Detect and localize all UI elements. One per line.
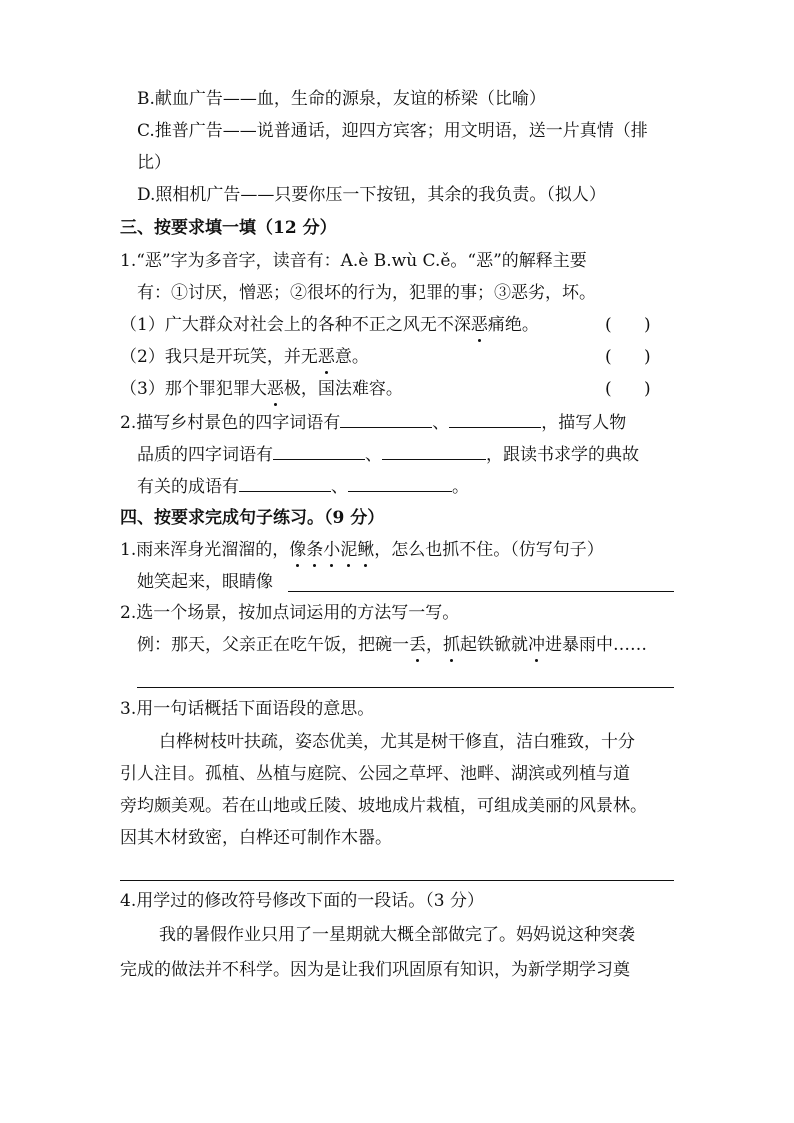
fill-blank[interactable] (340, 411, 432, 428)
option-d: D.照相机广告——只要你压一下按钮，其余的我负责。（拟人） (137, 185, 606, 205)
q3-para-line: 白桦树枝叶扶疏，姿态优美，尤其是树干修直，洁白雅致，十分 (159, 732, 635, 752)
option-c-line1: C.推普广告——说普通话，迎四方宾客；用文明语，送一片真情（排 (137, 121, 648, 141)
s4-q1-prompt: 她笑起来，眼睛像 (137, 572, 273, 592)
answer-line[interactable] (137, 687, 674, 688)
dotted-char: 鳅 (357, 540, 375, 560)
q2-line1: 2.描写乡村景色的四字词语有 、 ，描写人物 (120, 413, 627, 433)
dotted-char: 抓 (443, 635, 460, 655)
s4-q1: 1.雨来浑身光溜溜的，像条小泥鳅，怎么也抓不住。（仿写句子） (120, 540, 604, 560)
fill-blank[interactable] (382, 443, 486, 460)
fill-blank[interactable] (273, 443, 365, 460)
q4-para-line: 完成的做法并不科学。因为是让我们巩固原有知识，为新学期学习奠 (120, 960, 630, 980)
q1-line1: 1.“恶”字为多音字，读音有：A.è B.wù C.ě。“恶”的解释主要 (120, 251, 587, 271)
dotted-char: 像 (289, 540, 307, 560)
answer-paren-2[interactable]: ( ) (605, 347, 651, 367)
answer-line[interactable] (288, 591, 674, 592)
answer-paren-3[interactable]: ( ) (605, 379, 651, 399)
dotted-char: 恶 (470, 315, 488, 335)
dotted-char: 泥 (340, 540, 358, 560)
option-c-line2: 比） (137, 153, 171, 173)
dotted-char: 冲 (528, 635, 545, 655)
section4-title: 四、按要求完成句子练习。（9 分） (120, 508, 385, 528)
dotted-char: 丢 (409, 635, 426, 655)
s4-q4: 4.用学过的修改符号修改下面的一段话。（3 分） (120, 891, 484, 911)
s4-q2-example: 例：那天，父亲正在吃午饭，把碗一丢，抓起铁锨就冲进暴雨中…… (137, 635, 647, 655)
dotted-char: 恶 (266, 379, 284, 399)
q1-line2: 有：①讨厌，憎恶；②很坏的行为，犯罪的事；③恶劣，坏。 (137, 283, 596, 303)
answer-line[interactable] (120, 880, 674, 881)
fill-blank[interactable] (449, 411, 541, 428)
s4-q3: 3.用一句话概括下面语段的意思。 (120, 699, 375, 719)
q1-item-1: （1）广大群众对社会上的各种不正之风无不深恶痛绝。 (120, 315, 539, 335)
q2-line2: 品质的四字词语有 、 ，跟读书求学的典故 (137, 445, 639, 465)
q3-para-line: 旁均颇美观。若在山地或丘陵、坡地成片栽植，可组成美丽的风景林。 (120, 796, 647, 816)
s4-q2: 2.选一个场景，按加点词运用的方法写一写。 (120, 603, 460, 623)
section3-title: 三、按要求填一填（12 分） (120, 218, 337, 238)
q4-para-line: 我的暑假作业只用了一星期就大概全部做完了。妈妈说这种突袭 (159, 925, 635, 945)
q1-item-3: （3）那个罪犯罪大恶极，国法难容。 (120, 379, 403, 399)
q3-para-line: 因其木材致密，白桦还可制作木器。 (120, 828, 392, 848)
dotted-char: 条 (306, 540, 324, 560)
option-b: B.献血广告——血，生命的源泉，友谊的桥梁（比喻） (137, 89, 546, 109)
q3-para-line: 引人注目。孤植、丛植与庭院、公园之草坪、池畔、湖滨或列植与道 (120, 764, 630, 784)
answer-paren-1[interactable]: ( ) (605, 315, 651, 335)
q2-line3: 有关的成语有 、 。 (137, 477, 469, 497)
fill-blank[interactable] (348, 475, 452, 492)
q1-item-2: （2）我只是开玩笑，并无恶意。 (120, 347, 369, 367)
dotted-char: 小 (323, 540, 341, 560)
fill-blank[interactable] (239, 475, 331, 492)
dotted-char: 恶 (317, 347, 335, 367)
